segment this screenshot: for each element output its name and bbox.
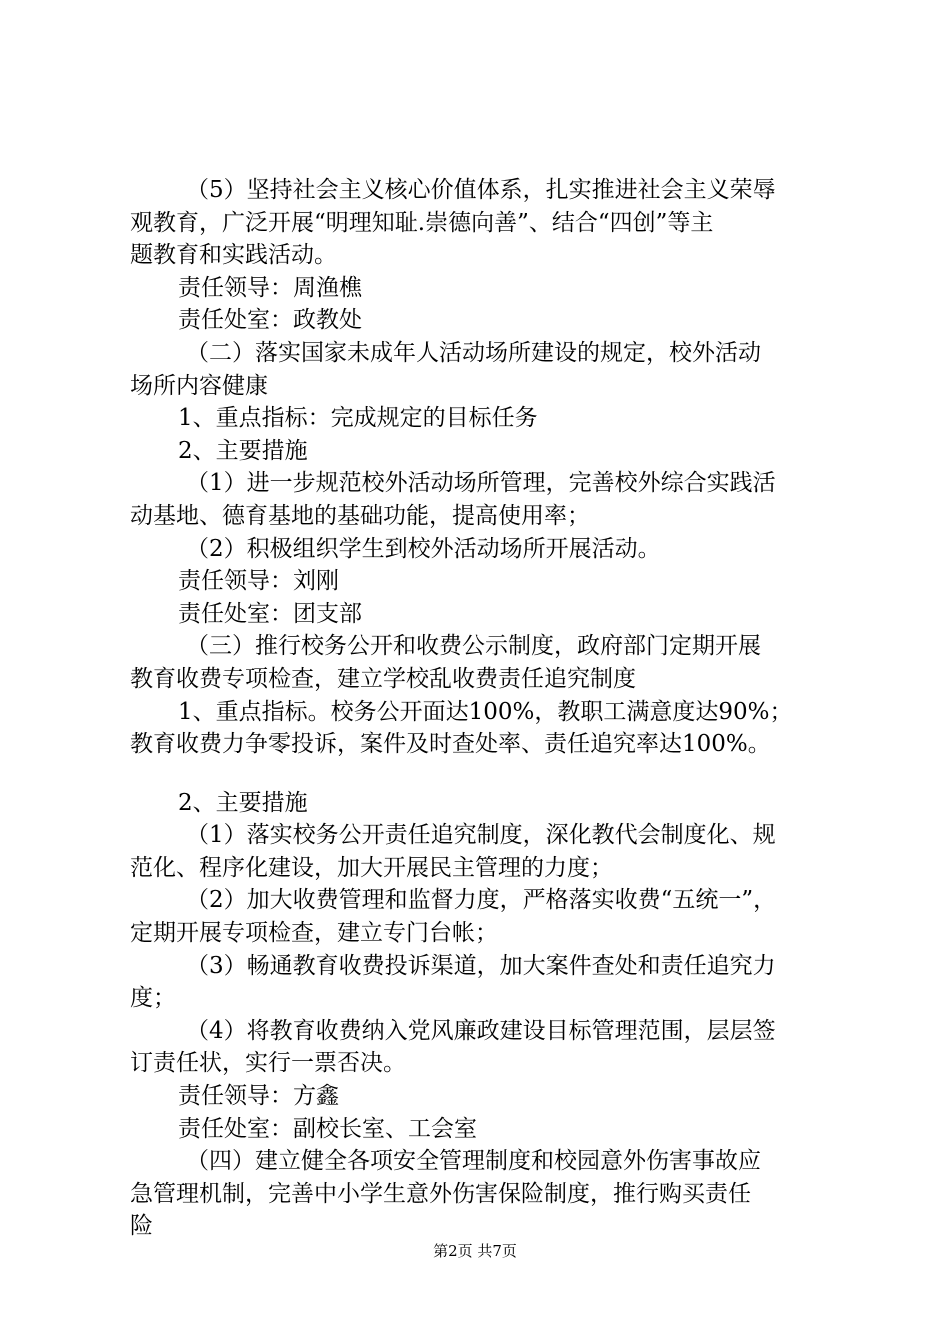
paragraph-line: 动基地、德育基地的基础功能，提高使用率； bbox=[130, 502, 590, 529]
page-number-footer: 第2页 共7页 bbox=[433, 1242, 517, 1260]
section-heading-cont: 场所内容健康 bbox=[130, 372, 268, 399]
paragraph-line: （2）积极组织学生到校外活动场所开展活动。 bbox=[186, 535, 661, 562]
responsible-office: 责任处室：团支部 bbox=[178, 600, 362, 627]
section-heading: （三）推行校务公开和收费公示制度，政府部门定期开展 bbox=[186, 633, 761, 660]
responsible-office: 责任处室：政教处 bbox=[178, 307, 362, 334]
section-heading-cont: 教育收费专项检查，建立学校乱收费责任追究制度 bbox=[130, 665, 636, 692]
responsible-leader: 责任领导：方鑫 bbox=[178, 1083, 339, 1110]
paragraph-line: （1）落实校务公开责任追究制度，深化教代会制度化、规 bbox=[186, 822, 776, 849]
responsible-leader: 责任领导：刘刚 bbox=[178, 568, 339, 595]
key-indicator: 1、重点指标。校务公开面达100%，教职工满意度达90%； bbox=[178, 698, 793, 725]
main-measures-heading: 2、主要措施 bbox=[178, 789, 308, 816]
section-heading: （四）建立健全各项安全管理制度和校园意外伤害事故应 bbox=[186, 1148, 761, 1175]
paragraph-line: 观教育，广泛开展“明理知耻.崇德向善”、结合“四创”等主 bbox=[130, 209, 714, 236]
paragraph-line: 题教育和实践活动。 bbox=[130, 242, 337, 269]
responsible-office: 责任处室：副校长室、工会室 bbox=[178, 1115, 477, 1142]
paragraph-line: （1）进一步规范校外活动场所管理，完善校外综合实践活 bbox=[186, 470, 776, 497]
main-measures-heading: 2、主要措施 bbox=[178, 437, 308, 464]
paragraph-line: 教育收费力争零投诉，案件及时查处率、责任追究率达100%。 bbox=[130, 731, 771, 758]
section-heading-cont: 急管理机制，完善中小学生意外伤害保险制度，推行购买责任 bbox=[130, 1180, 751, 1207]
paragraph-line: （5）坚持社会主义核心价值体系，扎实推进社会主义荣辱 bbox=[186, 177, 776, 203]
section-heading-cont: 险 bbox=[130, 1213, 153, 1240]
paragraph-line: 订责任状，实行一票否决。 bbox=[130, 1050, 406, 1077]
blank-gap bbox=[130, 761, 842, 787]
paragraph-line: （4）将教育收费纳入党风廉政建设目标管理范围，层层签 bbox=[186, 1017, 776, 1044]
paragraph-line: 度； bbox=[130, 985, 176, 1012]
document-body bbox=[130, 174, 842, 1243]
section-heading: （二）落实国家未成年人活动场所建设的规定，校外活动 bbox=[186, 339, 761, 366]
paragraph-line: （2）加大收费管理和监督力度，严格落实收费“五统一”， bbox=[186, 887, 777, 914]
paragraph-line: 范化、程序化建设，加大开展民主管理的力度； bbox=[130, 854, 613, 881]
key-indicator: 1、重点指标：完成规定的目标任务 bbox=[178, 405, 538, 432]
paragraph-line: 定期开展专项检查，建立专门台帐； bbox=[130, 920, 498, 947]
responsible-leader: 责任领导：周渔樵 bbox=[178, 274, 362, 301]
paragraph-line: （3）畅通教育收费投诉渠道，加大案件查处和责任追究力 bbox=[186, 952, 776, 979]
